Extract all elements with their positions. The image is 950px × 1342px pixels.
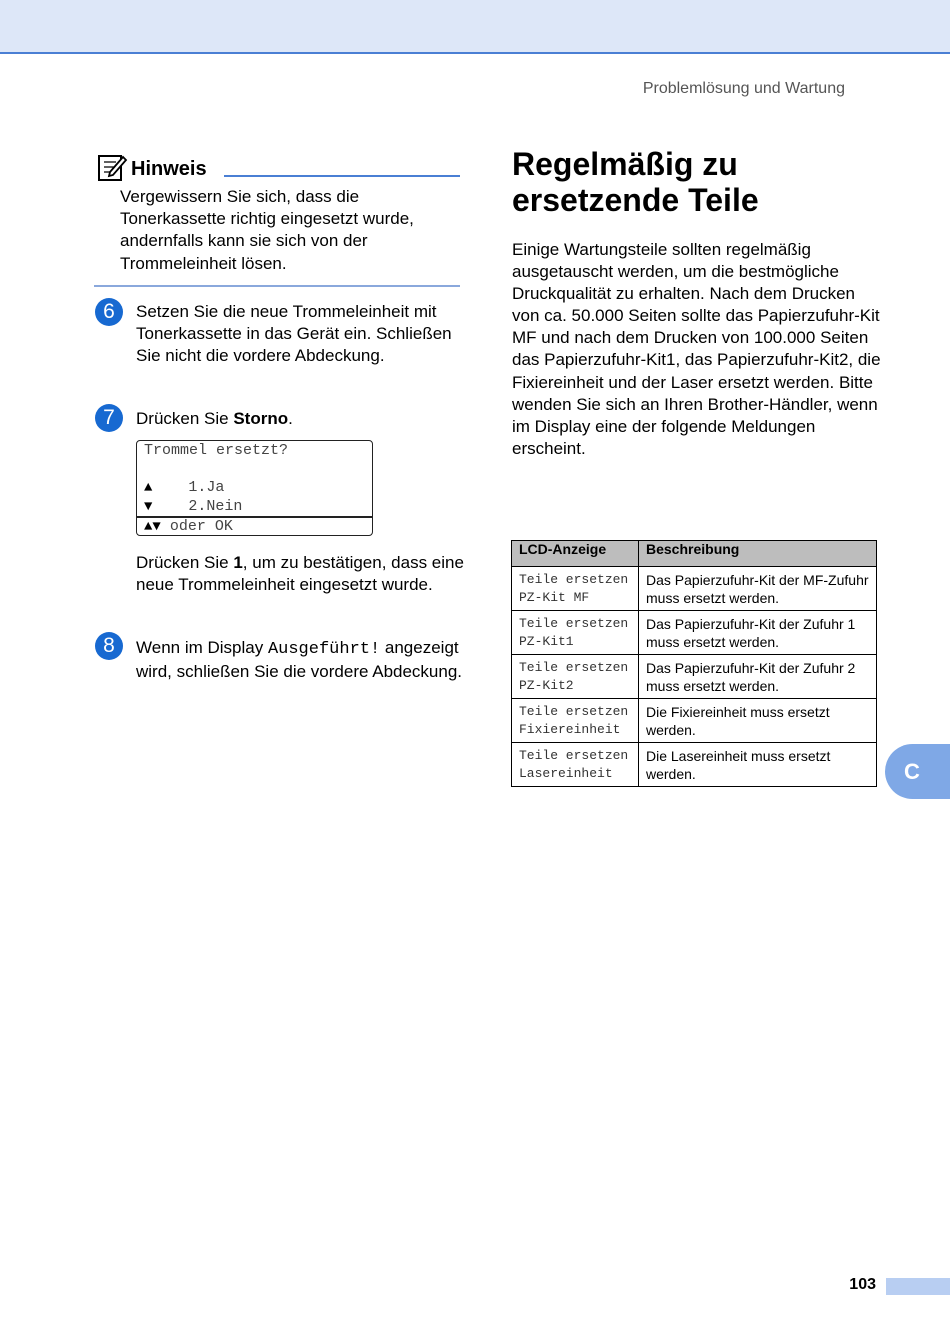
running-header: Problemlösung und Wartung: [642, 80, 845, 97]
lcd-line-1: Trommel ersetzt?: [144, 442, 289, 459]
lcd-option-1-label: 1.Ja: [188, 479, 225, 496]
lcd-option-2: [144, 498, 242, 515]
lcd-display: [136, 440, 373, 536]
step-7-text: [136, 408, 466, 430]
lcd-message-part: PZ-Kit2: [519, 678, 574, 693]
lcd-footer: [144, 518, 233, 535]
lcd-message-cell: [512, 567, 639, 611]
parts-table: [511, 540, 877, 787]
lcd-message-cell: [512, 699, 639, 743]
description-cell: Das Papierzufuhr-Kit der MF-Zufuhr muss ersetzt werden.: [639, 567, 877, 611]
description-cell: Das Papierzufuhr-Kit der Zufuhr 2 muss ersetzt werden.: [639, 655, 877, 699]
confirm-text-a: Drücken Sie: [136, 553, 234, 572]
step-number-6: 6: [95, 298, 123, 326]
description-cell: Die Lasereinheit muss ersetzt werden.: [639, 743, 877, 787]
note-title: Hinweis: [131, 158, 207, 180]
page-number: 103: [849, 1276, 876, 1293]
header-band: [0, 0, 950, 54]
confirm-instruction: [136, 552, 466, 596]
table-row: [512, 611, 877, 655]
lcd-message-part: Fixiereinheit: [519, 722, 621, 737]
note-rule: [94, 285, 460, 287]
column-header-description: Beschreibung: [639, 541, 877, 567]
lcd-footer-label: oder OK: [160, 518, 233, 535]
up-arrow-icon: ▲: [144, 480, 153, 496]
lcd-message-part: PZ-Kit1: [519, 634, 574, 649]
display-message: Ausgeführt!: [267, 640, 381, 659]
page-number-bar: [886, 1278, 950, 1295]
section-intro: Einige Wartungsteile sollten regelmäßig ausgetauscht werden, um die bestmögliche Druckqualität zu erhalten. Nach dem Drucken von ca. 50.000 Seiten sollte das Papierzufuhr-Kit MF und nach dem Drucken von 100.000 Seiten das Papierzufuhr-Kit1, das Papierzufuhr-Kit2, die Fixiereinheit und der Laser ersetzt werden. Bitte wenden Sie sich an Ihren Brother-Händler, wenn im Display eine der folgende Meldungen erscheint.: [512, 240, 881, 458]
step-8-text-a: Wenn im Display: [136, 638, 268, 657]
lcd-message-cell: [512, 611, 639, 655]
up-down-arrow-icon: ▲▼: [144, 519, 161, 535]
table-row: [512, 699, 877, 743]
table-row: [512, 655, 877, 699]
chapter-tab[interactable]: C: [885, 744, 950, 799]
step-8-text: [136, 637, 466, 683]
lcd-message-line: Teile ersetzen: [519, 616, 629, 631]
down-arrow-icon: ▼: [144, 499, 153, 515]
step-7-text-a: Drücken Sie: [136, 409, 234, 428]
table-header-row: [512, 541, 877, 567]
lcd-message-line: Teile ersetzen: [519, 704, 629, 719]
storno-key: Storno: [233, 409, 289, 428]
lcd-message-line: Teile ersetzen: [519, 660, 629, 675]
lcd-message-cell: [512, 655, 639, 699]
lcd-message-cell: [512, 743, 639, 787]
description-cell: Die Fixiereinheit muss ersetzt werden.: [639, 699, 877, 743]
table-row: [512, 743, 877, 787]
description-cell: Das Papierzufuhr-Kit der Zufuhr 1 muss ersetzt werden.: [639, 611, 877, 655]
step-number-8: 8: [95, 632, 123, 660]
step-8-text-b: angezeigt wird, schließen Sie die vordere Abdeckung.: [136, 638, 463, 682]
lcd-message-line: Teile ersetzen: [519, 748, 629, 763]
step-number-7: 7: [95, 404, 123, 432]
lcd-option-1: [144, 479, 224, 496]
column-header-lcd: LCD-Anzeige: [512, 541, 639, 567]
note-text: Vergewissern Sie sich, dass die Tonerkassette richtig eingesetzt wurde, andernfalls kann sie sich von der Trommeleinheit lösen.: [120, 187, 414, 273]
confirm-text-b: , um zu bestätigen, dass eine neue Trommeleinheit eingesetzt wurde.: [136, 553, 464, 595]
section-heading: Regelmäßig zu ersetzende Teile: [512, 146, 759, 218]
lcd-message-part: PZ-Kit MF: [519, 590, 590, 605]
lcd-option-2-label: 2.Nein: [188, 498, 243, 515]
note-pencil-icon: [96, 152, 128, 184]
step-7-text-b: .: [288, 409, 293, 428]
note-rule: [224, 175, 460, 177]
lcd-message-part: Lasereinheit: [519, 766, 613, 781]
lcd-message-line: Teile ersetzen: [519, 572, 629, 587]
key-1: 1: [233, 553, 243, 572]
step-6-text: Setzen Sie die neue Trommeleinheit mit Tonerkassette in das Gerät ein. Schließen Sie nicht die vordere Abdeckung.: [136, 302, 452, 366]
table-row: [512, 567, 877, 611]
